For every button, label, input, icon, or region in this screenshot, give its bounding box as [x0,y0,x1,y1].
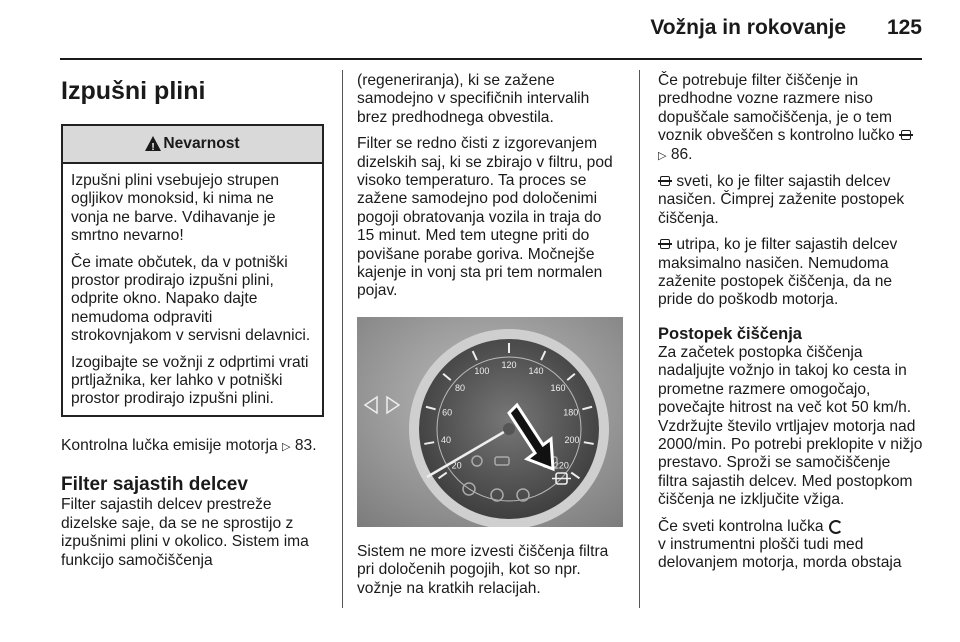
gauge-tick-label: 160 [550,382,566,393]
cleaning-procedure-paragraph: Za začetek postopka čiščenja nadaljujte vožnjo in takoj ko cesta in prometne razmere omogočajo, povečajte hitrost na več kot 50 km/h. Vzdržujte število vrtljajev motorja nad 2000/min. Po potrebi preklopite v nižjo prestavo. Sproži se samočiščenje filtra sajastih delcev. Med postopkom čiščenja ne izključite vžiga. [658,343,923,509]
emission-reference: Kontrolna lučka emisije motorja ▷ 83. [61,437,327,456]
danger-paragraph: Izpušni plini vsebujejo strupen ogljikov monoksid, ki nima ne vonja ne barve. Vdihavanje je smrtno nevarno! [71,172,280,245]
page-reference-icon: ▷ [282,440,291,453]
engine-malfunction-icon [828,519,842,532]
gauge-tick-label: 40 [440,434,451,445]
particle-filter-icon [658,174,672,187]
danger-heading [63,126,322,164]
cleaning-process-paragraph: Filter se redno čisti z izgorevanjem dizelskih saj, ki se zbirajo v filtru, pod visoko temperaturo. Ta proces se zažene samodejno pod določenimi pogoji obratovanja vozila in traja do 15 minut. Med tem utegne priti do povišane porabe goriva. Močnejše kajenje in vonj sta pri tem normalen pojav. [357,135,613,300]
warning-triangle-icon [145,136,161,151]
gauge-tick-label: 180 [563,407,579,418]
filter-warning-paragraph: Če potrebuje filter čiščenje in predhodne vozne razmere niso dopuščale samočiščenja, je o tem voznik obveščen s kontrolno lučko ▷ 86. [658,72,924,165]
particle-filter-icon [658,237,672,250]
gauge-tick-label: 80 [454,382,465,393]
regeneration-paragraph: (regeneriranja), ki se zažene samodejno v specifičnih intervalih brez predhodnega obvestila. [357,72,590,126]
gauge-tick-label: 200 [564,434,580,445]
gauge-tick-label: 120 [501,359,517,370]
page-header [0,0,960,60]
gauge-hub [503,423,515,435]
danger-paragraph: Če imate občutek, da v potniški prostor prodirajo izpušni plini, odprite okno. Napako dajte nemudoma odpraviti strokovnjakom v servisni delavnici. [71,253,311,345]
gauge-tick-label: 140 [528,365,544,376]
page-reference-icon: ▷ [658,149,667,162]
limitation-paragraph: Sistem ne more izvesti čiščenja filtra pri določenih pogojih, kot so npr. vožnje na kratkih relacijah. [357,542,609,597]
filter-paragraph: Filter sajastih delcev prestreže dizelske saje, da se ne sprostijo z izpušnimi plini v okolico. Sistem ima funkcijo samočiščenja [61,496,309,569]
filter-lit-paragraph: sveti, ko je filter sajastih delcev nasičen. Čimprej zaženite postopek čiščenja. [658,173,905,227]
column-divider [639,70,640,608]
chapter-title: Vožnja in rokovanje [650,16,846,39]
danger-heading-label: Nevarnost [163,134,240,152]
gauge-tick-label: 220 [553,460,569,471]
engine-light-paragraph: Če sveti kontrolna lučka v instrumentni plošči tudi med delovanjem motorja, morda obstaja [658,517,902,572]
column-1 [61,72,327,578]
column-3 [658,72,924,581]
danger-paragraph: Izogibajte se vožnji z odprtimi vrati prtljažnika, ker lahko v potniški prostor prodirajo izpušni plini. [71,353,309,408]
danger-body [63,164,322,415]
filter-flashing-paragraph: utripa, ko je filter sajastih delcev maksimalno nasičen. Nemudoma zaženite postopek čiščenja, da ne pride do poškodb motorja. [658,236,898,309]
gauge-tick-label: 100 [474,365,490,376]
gauge-tick-label: 60 [442,407,453,418]
column-divider [342,70,343,608]
cleaning-procedure-title: Postopek čiščenja [658,324,802,343]
gauge-tick-label: 20 [451,460,462,471]
filter-title: Filter sajastih delcev [61,474,248,496]
header-rule [60,58,922,60]
column-2 [357,72,623,606]
danger-box [61,124,324,417]
section-title: Izpušni plini [61,77,206,105]
particle-filter-icon [899,128,913,141]
page-number: 125 [886,16,922,39]
speedometer-illustration [357,317,623,527]
